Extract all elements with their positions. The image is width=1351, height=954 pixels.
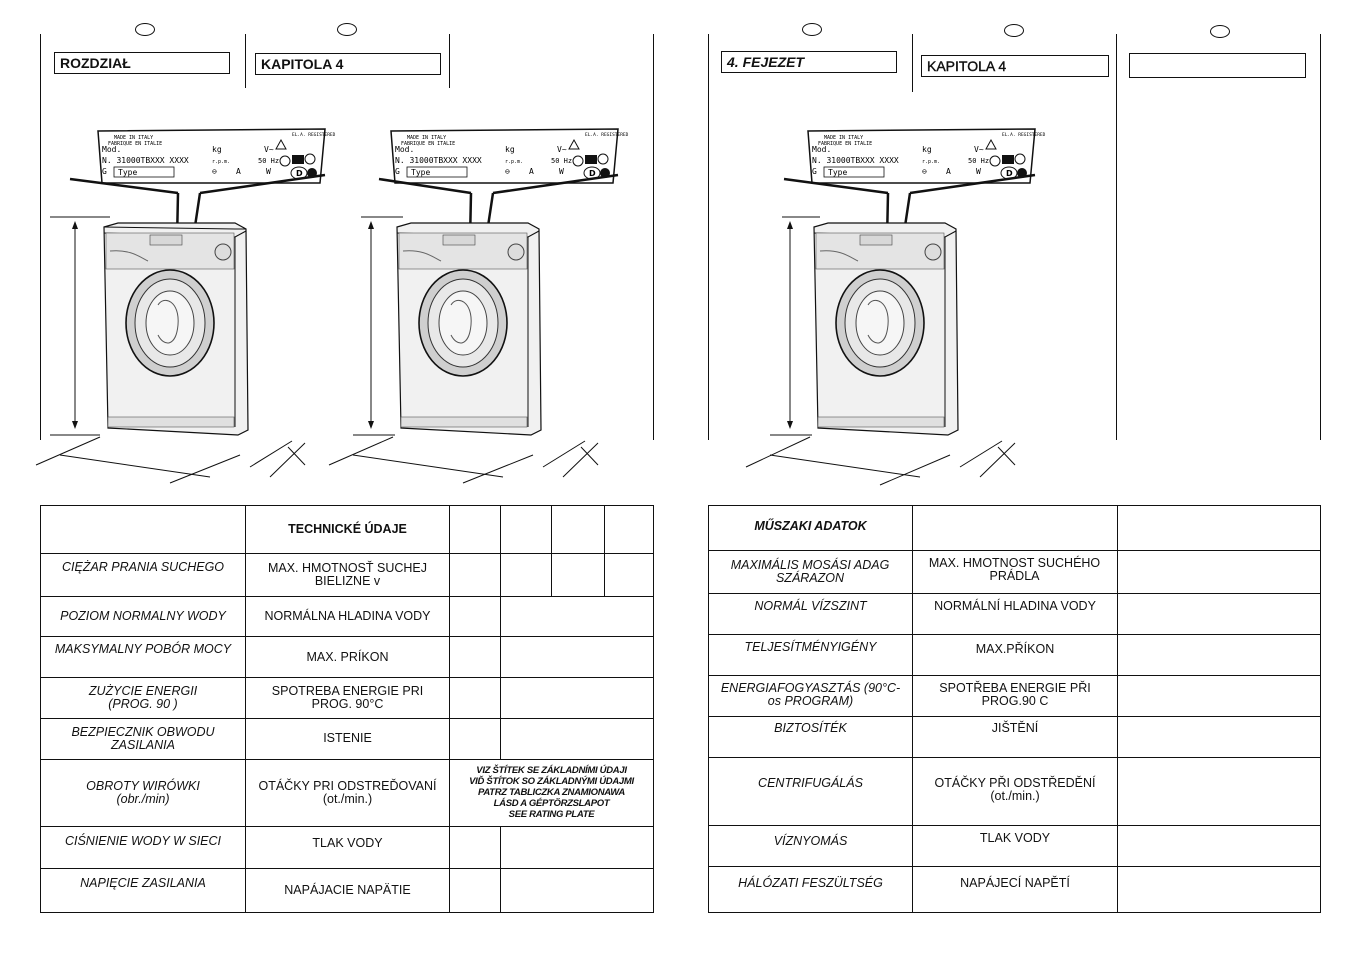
svg-text:V~: V~ bbox=[974, 145, 984, 154]
table-row-label-hu: TELJESÍTMÉNYIGÉNY bbox=[744, 639, 877, 654]
table-row-label-hu: NORMÁL VÍZSZINT bbox=[754, 598, 867, 613]
svg-text:⊖: ⊖ bbox=[505, 167, 510, 176]
svg-text:N. 31000TBXXX XXXX: N. 31000TBXXX XXXX bbox=[395, 156, 482, 165]
table-row-label-hu: HÁLÓZATI FESZÜLTSÉG bbox=[738, 875, 883, 890]
table-row-label-sk: MAX. PRÍKON bbox=[306, 649, 389, 664]
svg-text:Type: Type bbox=[118, 168, 138, 177]
table-row-label-pl: NAPIĘCIE ZASILANIA bbox=[80, 875, 206, 890]
svg-text:A: A bbox=[529, 167, 534, 176]
svg-text:Mod.: Mod. bbox=[395, 145, 415, 154]
table-row-label-sk: TLAK VODY bbox=[312, 835, 383, 850]
chapter-heading-sk: KAPITOLA 4 bbox=[255, 53, 441, 75]
svg-text:Mod.: Mod. bbox=[102, 145, 122, 154]
svg-text:W: W bbox=[976, 167, 981, 176]
table-row-label-hu: VÍZNYOMÁS bbox=[773, 833, 848, 848]
svg-text:W: W bbox=[559, 167, 564, 176]
table-row-label-pl: CIŚNIENIE WODY W SIECI bbox=[64, 833, 222, 848]
svg-text:V~: V~ bbox=[264, 145, 274, 154]
rating-note-line: LÁSD A GÉPTÖRZSLAPOT bbox=[493, 798, 610, 809]
svg-text:G: G bbox=[102, 167, 107, 176]
svg-text:MADE IN ITALY: MADE IN ITALY bbox=[407, 135, 447, 141]
rating-note-line: VIZ ŠTÍTEK SE ZÁKLADNÍMI ÚDAJI bbox=[476, 765, 627, 776]
svg-text:Type: Type bbox=[411, 168, 431, 177]
table-row-label-sk: MAX. HMOTNOSŤ SUCHEJ BIELIZNE v bbox=[267, 561, 428, 588]
svg-text:D: D bbox=[1006, 169, 1013, 178]
table-row-label-sk: ISTENIE bbox=[323, 730, 372, 745]
table-row-label-cz: OTÁČKY PŘI ODSTŘEDĚNÍ (ot./min.) bbox=[934, 776, 1096, 803]
table-row-label-cz: NAPÁJECÍ NAPĚTÍ bbox=[960, 875, 1070, 890]
table-row-label-hu: MAXIMÁLIS MOSÁSI ADAG SZÁRAZON bbox=[730, 558, 890, 585]
svg-text:G: G bbox=[395, 167, 400, 176]
svg-text:A: A bbox=[236, 167, 241, 176]
svg-text:kg: kg bbox=[922, 145, 932, 154]
svg-text:⊖: ⊖ bbox=[922, 167, 927, 176]
svg-text:kg: kg bbox=[505, 145, 515, 154]
svg-text:W: W bbox=[266, 167, 271, 176]
svg-text:G: G bbox=[812, 167, 817, 176]
table-row-label-cz: TLAK VODY bbox=[979, 830, 1051, 845]
svg-text:N. 31000TBXXX XXXX: N. 31000TBXXX XXXX bbox=[102, 156, 189, 165]
table-row-label-pl: MAKSYMALNY POBÓR MOCY bbox=[54, 641, 232, 656]
chapter-heading-pl: ROZDZIAŁ bbox=[54, 52, 230, 74]
svg-text:FABRIQUE EN ITALIE: FABRIQUE EN ITALIE bbox=[401, 141, 456, 147]
svg-text:50 Hz: 50 Hz bbox=[551, 157, 573, 165]
svg-text:A: A bbox=[946, 167, 951, 176]
table-row-label-sk: OTÁČKY PRI ODSTREĎOVANÍ (ot./min.) bbox=[258, 779, 437, 806]
table-row-label-pl: CIĘŻAR PRANIA SUCHEGO bbox=[61, 559, 225, 574]
table-row-label-pl: OBROTY WIRÓWKI (obr./min) bbox=[86, 779, 200, 806]
table-row-label-pl: ZUŻYCIE ENERGII (PROG. 90 ) bbox=[88, 684, 198, 711]
table-row-label-hu: CENTRIFUGÁLÁS bbox=[758, 775, 863, 790]
svg-text:r.p.m.: r.p.m. bbox=[505, 159, 524, 165]
table-row-label-pl: BEZPIECZNIK OBWODU ZASILANIA bbox=[71, 725, 215, 752]
table-row-label-sk: NORMÁLNA HLADINA VODY bbox=[264, 609, 431, 623]
rating-note-line: SEE RATING PLATE bbox=[508, 809, 595, 820]
svg-text:EL.A. REGISTERED: EL.A. REGISTERED bbox=[292, 133, 336, 138]
table-row-label-hu: ENERGIAFOGYASZTÁS (90°C-os PROGRAM) bbox=[720, 681, 901, 708]
table-row-label-cz: JIŠTĚNÍ bbox=[991, 720, 1039, 735]
chapter-heading-hu: 4. FEJEZET bbox=[721, 51, 897, 73]
svg-text:⊖: ⊖ bbox=[212, 167, 217, 176]
table-row-label-pl: POZIOM NORMALNY WODY bbox=[60, 609, 226, 623]
svg-text:EL.A. REGISTERED: EL.A. REGISTERED bbox=[1002, 133, 1046, 138]
svg-text:D: D bbox=[589, 169, 596, 178]
svg-text:EL.A. REGISTERED: EL.A. REGISTERED bbox=[585, 133, 629, 138]
table-row-label-hu: BIZTOSÍTÉK bbox=[774, 720, 847, 735]
svg-text:kg: kg bbox=[212, 145, 222, 154]
chapter-heading-cz: KAPITOLA 4 bbox=[921, 55, 1109, 77]
table-header-title: TECHNICKÉ ÚDAJE bbox=[288, 522, 407, 536]
svg-text:D: D bbox=[296, 169, 303, 178]
table-header-title: MŰSZAKI ADATOK bbox=[754, 518, 867, 533]
svg-text:50 Hz: 50 Hz bbox=[968, 157, 990, 165]
svg-text:r.p.m.: r.p.m. bbox=[922, 159, 941, 165]
svg-text:V~: V~ bbox=[557, 145, 567, 154]
rating-note-line: VIĎ ŠTÍTOK SO ZÁKLADNÝMI ÚDAJMI bbox=[469, 776, 634, 787]
table-row-label-sk: NAPÁJACIE NAPÄTIE bbox=[284, 882, 411, 897]
rating-note-line: PATRZ TABLICZKA ZNAMIONAWA bbox=[478, 787, 625, 798]
svg-text:FABRIQUE EN ITALIE: FABRIQUE EN ITALIE bbox=[108, 141, 163, 147]
table-row-label-cz: MAX. HMOTNOST SUCHÉHO PRÁDLA bbox=[928, 556, 1101, 583]
table-row-label-cz: MAX.PŘÍKON bbox=[975, 641, 1055, 656]
svg-text:MADE IN ITALY: MADE IN ITALY bbox=[114, 135, 154, 141]
svg-text:N. 31000TBXXX XXXX: N. 31000TBXXX XXXX bbox=[812, 156, 899, 165]
svg-text:MADE IN ITALY: MADE IN ITALY bbox=[824, 135, 864, 141]
svg-text:r.p.m.: r.p.m. bbox=[212, 159, 231, 165]
svg-text:Type: Type bbox=[828, 168, 848, 177]
table-row-label-cz: SPOTŘEBA ENERGIE PŘI PROG.90 C bbox=[939, 681, 1091, 708]
table-row-label-sk: SPOTREBA ENERGIE PRI PROG. 90°C bbox=[271, 684, 424, 711]
table-row-label-cz: NORMÁLNÍ HLADINA VODY bbox=[934, 598, 1096, 613]
svg-text:FABRIQUE EN ITALIE: FABRIQUE EN ITALIE bbox=[818, 141, 873, 147]
svg-text:Mod.: Mod. bbox=[812, 145, 832, 154]
svg-text:50 Hz: 50 Hz bbox=[258, 157, 280, 165]
